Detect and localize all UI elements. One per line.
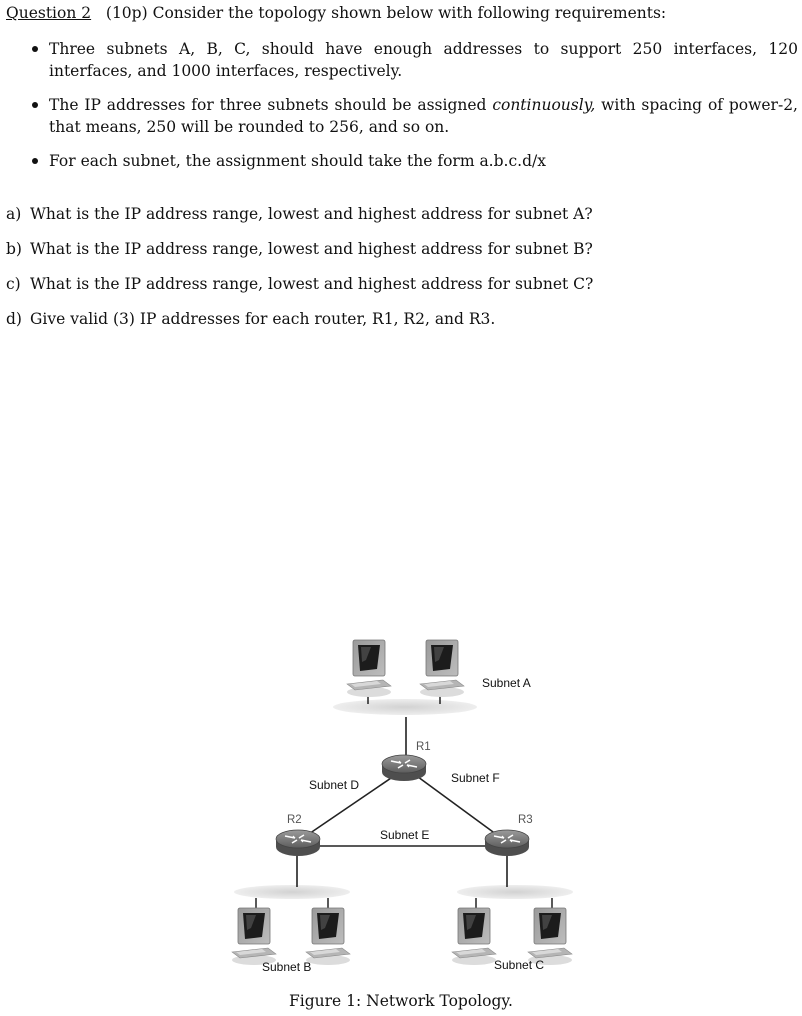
part-label: a) (6, 205, 22, 223)
requirement-item: For each subnet, the assignment should take the form a.b.c.d/x (30, 150, 798, 172)
question-part (6, 274, 593, 294)
host-b1-icon (232, 908, 276, 965)
question-header (6, 4, 666, 22)
part-label: b) (6, 240, 22, 258)
router-r1-label: R1 (416, 741, 431, 753)
part-text: What is the IP address range, lowest and highest address for subnet B? (30, 240, 593, 258)
router-r2-icon (276, 830, 320, 856)
host-b2-icon (306, 908, 350, 965)
question-part (6, 204, 593, 224)
figure-caption: Figure 1: Network Topology. (289, 992, 513, 1010)
host-a2-icon (420, 640, 464, 697)
requirements-list (30, 38, 798, 184)
part-text: What is the IP address range, lowest and highest address for subnet C? (30, 275, 594, 293)
question-part (6, 309, 593, 329)
subnet-c-label: Subnet C (494, 958, 545, 972)
requirement-item: The IP addresses for three subnets should be assigned continuously, with spacing of power-2, that means, 250 will be rounded to 256, and so on. (30, 94, 798, 138)
network-topology-figure (0, 630, 802, 1016)
router-r3-icon (485, 830, 529, 856)
subnet-a-segment (333, 699, 477, 715)
topology-diagram (0, 630, 802, 1016)
part-label: d) (6, 310, 22, 328)
part-text: Give valid (3) IP addresses for each router, R1, R2, and R3. (30, 310, 496, 328)
question-label: Question 2 (6, 4, 92, 22)
subnet-d-label: Subnet D (309, 778, 360, 792)
question-part (6, 239, 593, 259)
question-points: (10p) (105, 4, 148, 22)
subnet-c-segment (457, 885, 573, 899)
host-c1-icon (452, 908, 496, 965)
question-prompt: Consider the topology shown below with following requirements: (152, 4, 667, 22)
router-r1-icon (382, 755, 426, 781)
part-text: What is the IP address range, lowest and highest address for subnet A? (30, 205, 593, 223)
part-label: c) (6, 275, 21, 293)
host-c2-icon (528, 908, 572, 965)
question-parts (6, 204, 593, 344)
emphasis-text: continuously, (492, 96, 596, 114)
router-r3-label: R3 (518, 814, 533, 826)
subnet-b-label: Subnet B (262, 960, 312, 974)
subnet-b-segment (234, 885, 350, 899)
requirement-item: Three subnets A, B, C, should have enough addresses to support 250 interfaces, 120 interfaces, and 1000 interfaces, respectively. (30, 38, 798, 82)
subnet-a-label: Subnet A (482, 676, 531, 690)
subnet-f-label: Subnet F (451, 771, 500, 785)
subnet-e-label: Subnet E (380, 828, 430, 842)
router-r2-label: R2 (287, 814, 302, 826)
host-a1-icon (347, 640, 391, 697)
